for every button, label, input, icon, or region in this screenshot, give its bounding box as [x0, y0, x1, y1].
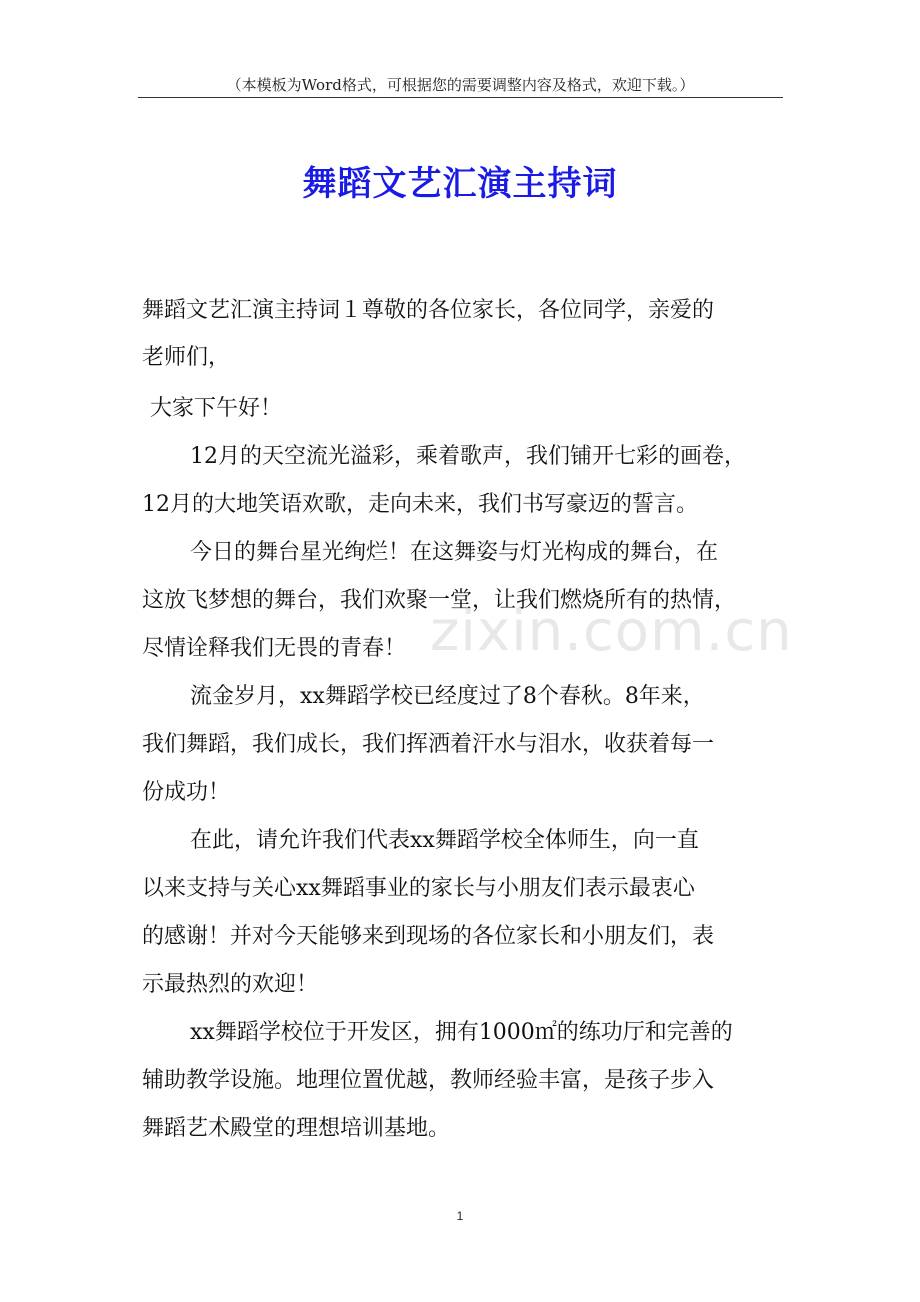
body-line: 以来支持与关心xx舞蹈事业的家长与小朋友们表示最衷心 — [142, 876, 695, 901]
page-number: 1 — [456, 1209, 464, 1223]
body-line: 12月的天空流光溢彩，乘着歌声，我们铺开七彩的画卷， — [190, 444, 746, 469]
body-line: 的感谢！并对今天能够来到现场的各位家长和小朋友们，表 — [142, 924, 715, 949]
body-line: 舞蹈艺术殿堂的理想培训基地。 — [142, 1116, 451, 1141]
body-line: 12月的大地笑语欢歌，走向未来，我们书写豪迈的誓言。 — [142, 492, 698, 517]
body-line: xx舞蹈学校位于开发区，拥有1000㎡的练功厅和完善的 — [190, 1020, 733, 1045]
body-line: 这放飞梦想的舞台，我们欢聚一堂，让我们燃烧所有的热情， — [142, 588, 737, 613]
document-title: 舞蹈文艺汇演主持词 — [302, 164, 618, 204]
watermark: zixin.com.cn — [430, 599, 793, 664]
body-line: 在此，请允许我们代表xx舞蹈学校全体师生，向一直 — [190, 828, 699, 853]
body-line: 老师们， — [142, 345, 231, 370]
body-line: 示最热烈的欢迎！ — [142, 972, 319, 997]
body-line: 流金岁月，xx舞蹈学校已经度过了8个春秋。8年来， — [190, 684, 705, 709]
body-line: 今日的舞台星光绚烂！在这舞姿与灯光构成的舞台，在 — [190, 540, 719, 565]
body-line: 辅助教学设施。地理位置优越，教师经验丰富，是孩子步入 — [142, 1068, 715, 1093]
body-line: 尽情诠释我们无畏的青春！ — [142, 636, 407, 661]
body-line: 大家下午好！ — [150, 396, 283, 421]
template-note: （本模板为Word格式，可根据您的需要调整内容及格式，欢迎下载。） — [226, 76, 695, 94]
body-line: 份成功！ — [142, 780, 231, 805]
header-rule — [138, 97, 783, 98]
body-line: 我们舞蹈，我们成长，我们挥洒着汗水与泪水，收获着每一 — [142, 732, 715, 757]
body-line: 舞蹈文艺汇演主持词１尊敬的各位家长，各位同学，亲爱的 — [142, 298, 715, 323]
